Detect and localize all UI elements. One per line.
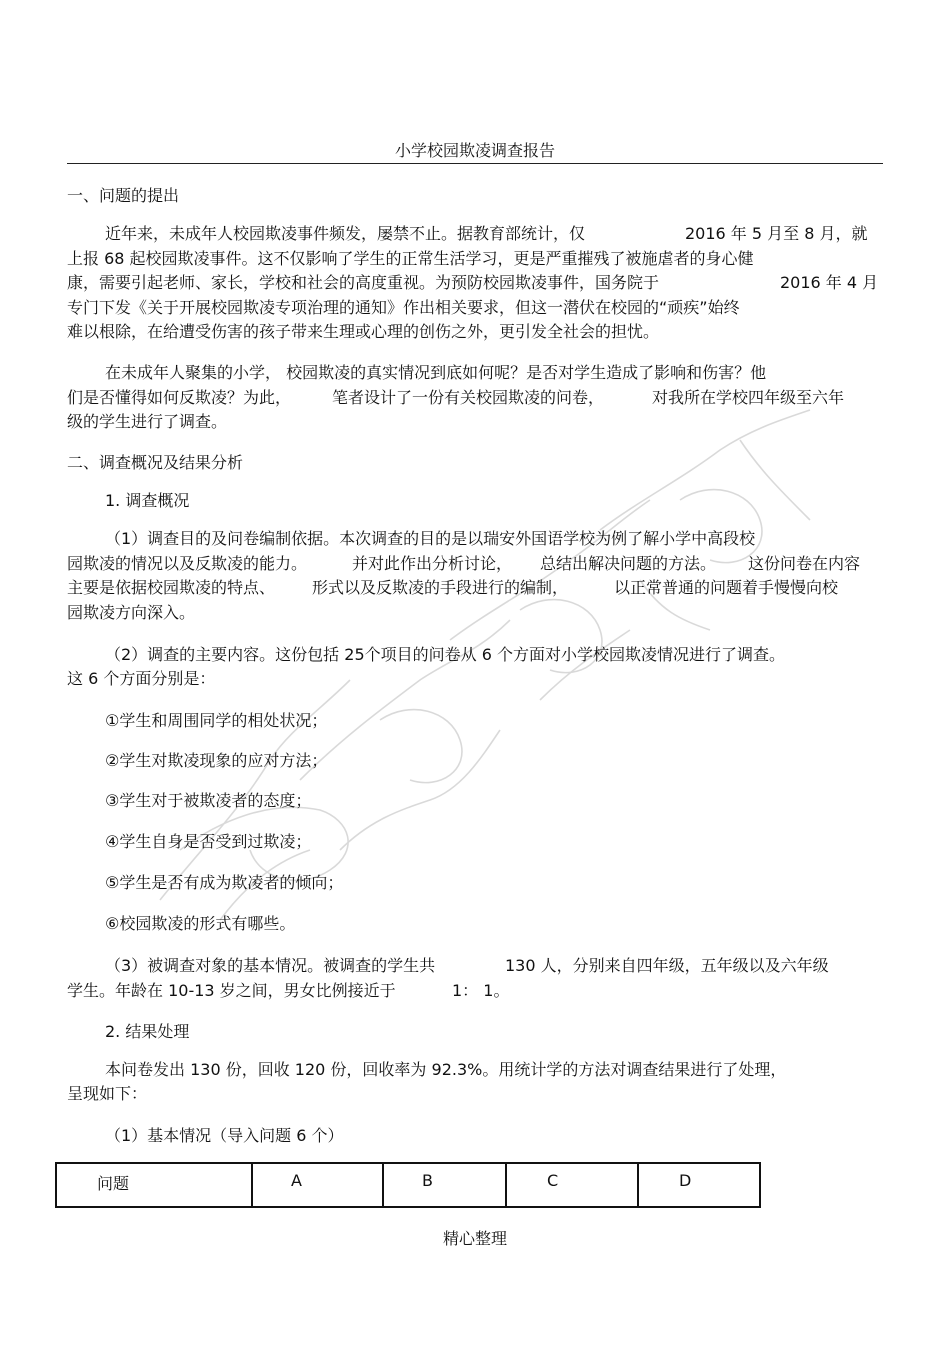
p1-line5: 难以根除，在给遭受伤害的孩子带来生理或心理的创伤之外，更引发全社会的担忧。 — [67, 322, 660, 341]
p2-line1: 在未成年人聚集的小学， 校园欺凌的真实情况到底如何呢？是否对学生造成了影响和伤害？他 — [105, 363, 767, 382]
p5-line1b: 130 人，分别来自四年级，五年级以及六年级 — [505, 956, 829, 975]
list-item: ⑥校园欺凌的形式有哪些。 — [105, 914, 296, 933]
p1-line3b: 2016 年 4 月 — [780, 273, 879, 292]
p3-line2d: 这份问卷在内容 — [748, 554, 861, 573]
list-item: ①学生和周围同学的相处状况； — [105, 711, 328, 730]
p2-line2a: 们是否懂得如何反欺凌？为此， — [67, 388, 292, 407]
p5-line2a: 学生。年龄在 10-13 岁之间，男女比例接近于 — [67, 981, 396, 1000]
p1-line2: 上报 68 起校园欺凌事件。这不仅影响了学生的正常生活学习，更是严重摧残了被施虐者的身心健 — [67, 249, 754, 268]
survey-table — [55, 1162, 761, 1208]
p3-line2c: 总结出解决问题的方法。 — [540, 554, 717, 573]
list-item: ⑤学生是否有成为欺凌者的倾向； — [105, 873, 344, 892]
p4-line2: 这 6 个方面分别是： — [67, 669, 216, 688]
p3-line3a: 主要是依据校园欺凌的特点、 — [67, 578, 276, 597]
table-header-d: D — [638, 1163, 760, 1207]
document-title: 小学校园欺凌调查报告 — [394, 141, 555, 160]
list-item: ④学生自身是否受到过欺凌； — [105, 832, 312, 851]
p1-line1b: 2016 年 5 月至 8 月，就 — [685, 224, 868, 243]
table-header-c: C — [506, 1163, 638, 1207]
p1-line3a: 康，需要引起老师、家长，学校和社会的高度重视。为预防校园欺凌事件，国务院于 — [67, 273, 660, 292]
p5-line1a: （3）被调查对象的基本情况。被调查的学生共 — [105, 956, 436, 975]
p3-line2a: 园欺凌的情况以及反欺凌的能力。 — [67, 554, 308, 573]
subsection1-heading: 1. 调查概况 — [105, 491, 190, 510]
p3-line4: 园欺凌方向深入。 — [67, 603, 196, 622]
subsection2-heading: 2. 结果处理 — [105, 1022, 190, 1041]
table-header-row — [56, 1163, 760, 1207]
p7-basic-info: （1）基本情况（导入问题 6 个） — [105, 1126, 344, 1145]
p3-line1: （1）调查目的及问卷编制依据。本次调查的目的是以瑞安外国语学校为例了解小学中高段校 — [105, 529, 756, 548]
p1-line1a: 近年来，未成年人校园欺凌事件频发，屡禁不止。据教育部统计，仅 — [105, 224, 586, 243]
p3-line3b: 形式以及反欺凌的手段进行的编制， — [312, 578, 569, 597]
p2-line2c: 对我所在学校四年级至六年 — [652, 388, 845, 407]
p6-line2: 呈现如下： — [67, 1084, 148, 1103]
p3-line2b: 并对此作出分析讨论， — [352, 554, 513, 573]
table-header-b: B — [383, 1163, 506, 1207]
list-item: ③学生对于被欺凌者的态度； — [105, 791, 312, 810]
p6-line1: 本问卷发出 130 份，回收 120 份，回收率为 92.3%。用统计学的方法对调查结果进行了处理， — [105, 1060, 787, 1079]
title-divider — [67, 163, 883, 164]
p1-line4: 专门下发《关于开展校园欺凌专项治理的通知》作出相关要求，但这一潜伏在校园的“顽疾”始终 — [67, 298, 740, 317]
list-item: ②学生对欺凌现象的应对方法； — [105, 751, 328, 770]
table-header-a: A — [252, 1163, 383, 1207]
p2-line2b: 笔者设计了一份有关校园欺凌的问卷， — [332, 388, 605, 407]
section1-heading: 一、问题的提出 — [67, 186, 180, 205]
p2-line3: 级的学生进行了调查。 — [67, 412, 228, 431]
p4-line1: （2）调查的主要内容。这份包括 25个项目的问卷从 6 个方面对小学校园欺凌情况进行了调查。 — [105, 645, 785, 664]
section2-heading: 二、调查概况及结果分析 — [67, 453, 244, 472]
table-header-question: 问题 — [56, 1163, 252, 1207]
p3-line3c: 以正常普通的问题着手慢慢向校 — [614, 578, 839, 597]
page-footer: 精心整理 — [442, 1229, 507, 1248]
p5-line2b: 1： 1。 — [452, 981, 510, 1000]
